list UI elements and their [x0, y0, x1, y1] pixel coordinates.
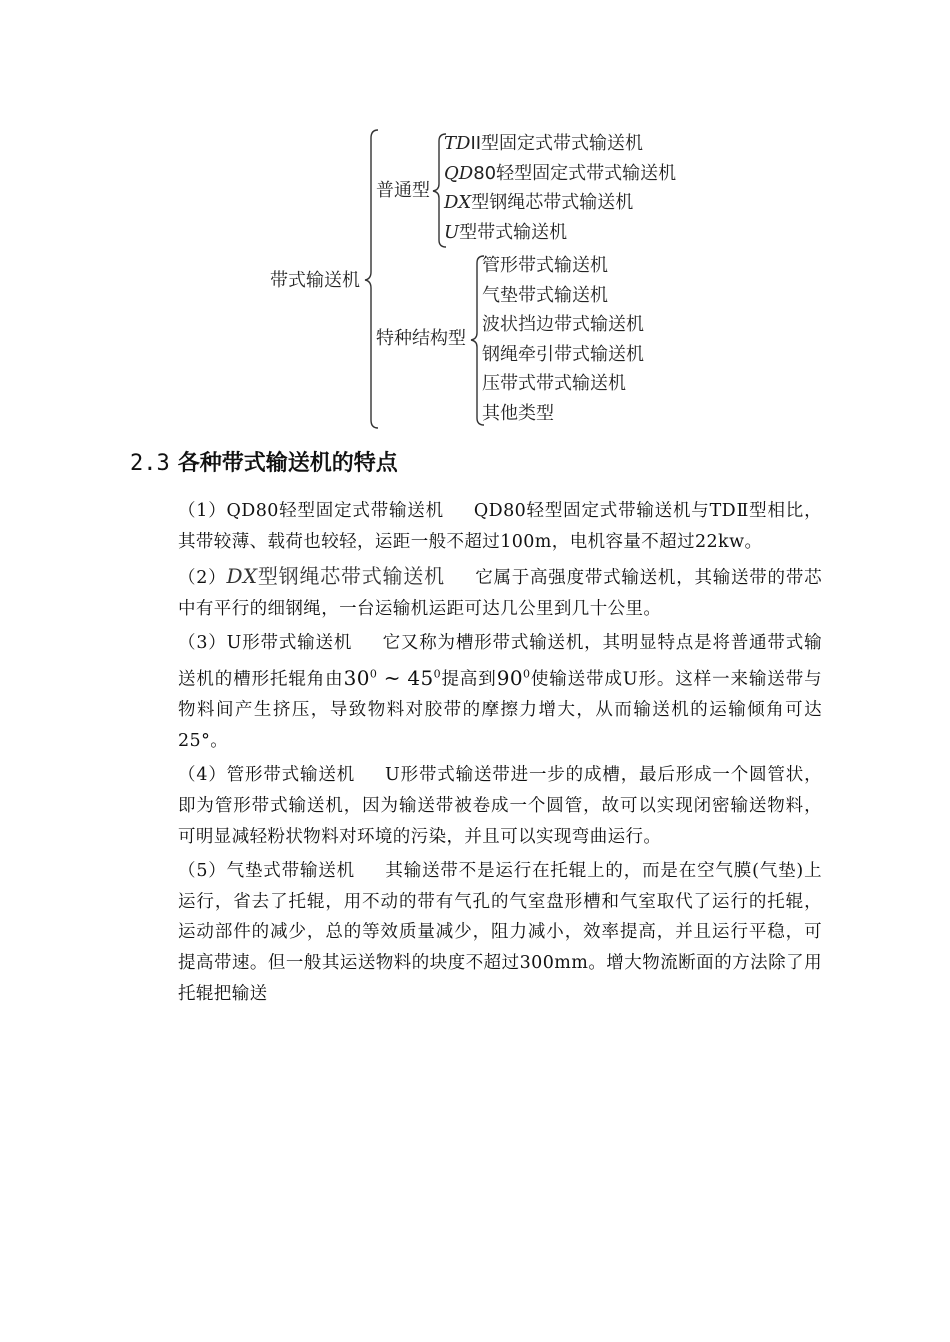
tree-root-label: 带式输送机	[270, 270, 360, 291]
list-item: 压带式带式输送机	[482, 373, 626, 394]
dx-belt-title: DX型钢绳芯带式输送机	[226, 564, 445, 589]
angle-30: $30^0$	[343, 665, 378, 690]
special-type-list	[482, 255, 644, 432]
paragraph-5	[178, 856, 822, 1009]
paragraph-body: 提高到	[441, 669, 497, 690]
list-item: 气垫带式输送机	[482, 284, 608, 306]
paragraph-1	[178, 496, 822, 557]
list-item: 波状挡边带式输送机	[482, 314, 644, 335]
angle-45: $45^0$	[407, 665, 442, 690]
paragraph-4	[178, 760, 822, 852]
section-heading	[130, 446, 398, 477]
paragraph-heading: （2）	[178, 568, 227, 589]
range-tilde: ~	[383, 665, 401, 690]
list-item: DX型钢绳芯带式输送机	[444, 192, 634, 213]
paragraph-body: 其输送带不是运行在托辊上的，而是在空气膜(气垫)上运行，省去了托辊，用不动的带有气孔的气室盘形槽和气室取代了运行的托辊，运动部件的减少，总的等效质量减少，阻力减小，效率提高，并且运行平稳，可提高带速。但一般其运送物料的块度不超过300mm。增大物流断面的方法除了用托辊把输送	[178, 861, 822, 1004]
body-text	[178, 496, 822, 1013]
paragraph-body: 它又称为槽形带式输送机，其明显特点是将普通带式输送机的槽形托辊角由	[178, 633, 822, 690]
paragraph-body: QD80轻型固定式带输送机与TDⅡ型相比，其带较薄、载荷也较轻，运距一般不超过100m，电机容量不超过22kw。	[178, 501, 822, 552]
paragraph-body: U形带式输送带进一步的成槽，最后形成一个圆管状，即为管形带式输送机，因为输送带被卷成一个圆管，故可以实现闭密输送物料，可明显减轻粉状物料对环境的污染，并且可以实现弯曲运行。	[178, 765, 822, 847]
list-item: QD80轻型固定式带式输送机	[444, 162, 677, 184]
general-type-list	[444, 133, 676, 251]
paragraph-heading: （3）U形带式输送机	[178, 633, 353, 654]
classification-tree	[0, 0, 950, 440]
paragraph-heading: （5）气垫式带输送机	[178, 861, 355, 882]
paragraph-body: 使输送带成U形。这样一来输送带与物料间产生挤压，导致物料对胶带的摩擦力增大，从而输送机的运输倾角可达25°。	[178, 669, 822, 751]
paragraph-heading: （4）管形带式输送机	[178, 765, 356, 786]
list-item: U型带式输送机	[444, 221, 568, 243]
paragraph-2	[178, 561, 822, 624]
list-item: 管形带式输送机	[482, 255, 608, 276]
root-brace	[365, 130, 378, 428]
paragraph-body: 它属于高强度带式输送机，其输送带的带芯中有平行的细钢绳，一台运输机运距可达几公里到几十公里。	[178, 568, 822, 619]
category-label-general: 普通型	[376, 180, 430, 201]
paragraph-heading: （1）QD80轻型固定式带输送机	[178, 501, 444, 521]
section-title: 各种带式输送机的特点	[177, 451, 398, 476]
list-item: 钢绳牵引带式输送机	[482, 343, 644, 365]
section-number: 2.3	[130, 451, 170, 476]
paragraph-3	[178, 628, 822, 756]
angle-90: $90^0$	[496, 665, 531, 690]
list-item: 其他类型	[482, 402, 554, 424]
list-item: TDII型固定式带式输送机	[444, 133, 644, 154]
category-label-special: 特种结构型	[376, 328, 466, 349]
